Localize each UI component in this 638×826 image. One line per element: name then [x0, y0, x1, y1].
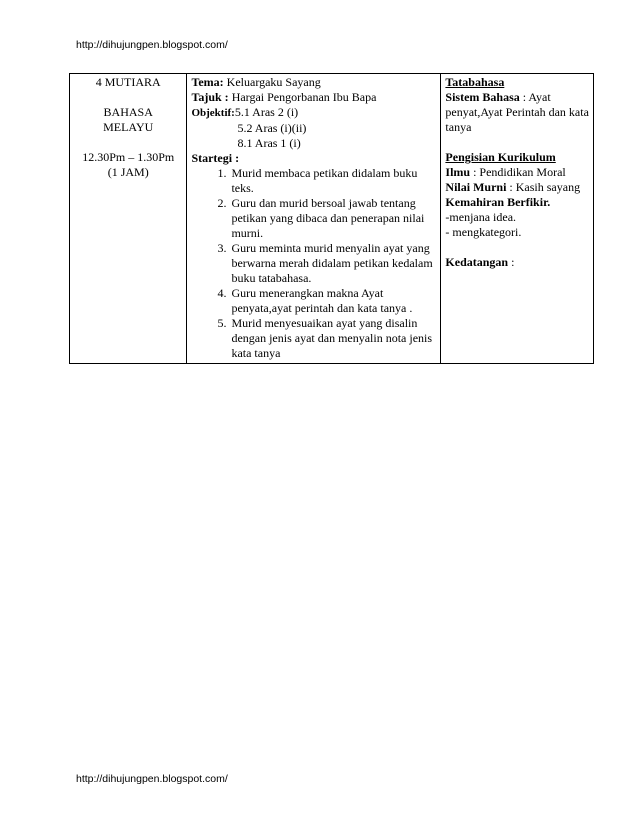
kedatangan-value: :: [508, 255, 515, 269]
lesson-row: [70, 74, 594, 364]
pengisian-kurikulum-heading: Pengisian Kurikulum: [445, 150, 556, 164]
kemahiran-item: -menjana idea.: [445, 210, 517, 224]
strategi-label: [191, 151, 436, 166]
ilmu-line: [445, 165, 589, 180]
kemahiran-item: - mengkategori.: [445, 225, 522, 239]
strategy-step: 4. Guru menerangkan makna Ayat penyata,ayat perintah dan kata tanya .: [229, 286, 436, 316]
strategi-label-text: Startegi :: [191, 151, 240, 165]
objektif-line: [191, 105, 436, 121]
lesson-duration: (1 JAM): [107, 165, 149, 179]
ilmu-value: : Pendidikan Moral: [470, 165, 566, 179]
tajuk-label: Tajuk :: [191, 90, 229, 104]
class-info-cell: [70, 74, 187, 364]
nilai-murni-line: [445, 180, 589, 195]
sistem-bahasa-value: : Ayat penyat,Ayat Perintah dan kata tanya: [445, 90, 589, 134]
kemahiran-berfikir-label: Kemahiran Berfikir.: [445, 195, 551, 209]
strategy-step: 2. Guru dan murid bersoal jawab tentang petikan yang dibaca dan penerapan nilai murni.: [229, 196, 436, 241]
subject-line-2: MELAYU: [103, 120, 154, 134]
footer-url: http://dihujungpen.blogspot.com/: [76, 773, 228, 785]
objektif-item-1: 5.1 Aras 2 (i): [234, 105, 299, 119]
ilmu-label: Ilmu: [445, 165, 471, 179]
strategy-step: 5. Murid menyesuaikan ayat yang disalin dengan jenis ayat dan menyalin nota jenis kata tanya: [229, 316, 436, 361]
tema-line: [191, 75, 436, 90]
tajuk-line: [191, 90, 436, 105]
kedatangan-label: Kedatangan: [445, 255, 509, 269]
tatabahasa-heading: Tatabahasa: [445, 75, 505, 89]
tajuk-value: Hargai Pengorbanan Ibu Bapa: [228, 90, 377, 104]
nilai-murni-label: Nilai Murni: [445, 180, 507, 194]
nilai-murni-value: : Kasih sayang: [506, 180, 581, 194]
strategy-steps-list: [191, 166, 436, 361]
sistem-bahasa-label: Sistem Bahasa: [445, 90, 520, 104]
subject-line-1: BAHASA: [103, 105, 153, 119]
objektif-item-3: 8.1 Aras 1 (i): [237, 136, 301, 150]
objektif-item-2: 5.2 Aras (i)(ii): [237, 121, 307, 135]
objektif-label: Objektif:: [191, 107, 235, 119]
lesson-time: 12.30Pm – 1.30Pm: [82, 150, 175, 164]
strategy-step: 3. Guru meminta murid menyalin ayat yang berwarna merah didalam petikan kedalam buku tatabahasa.: [229, 241, 436, 286]
lesson-plan-table: [69, 73, 594, 364]
sistem-bahasa-line: [445, 90, 589, 135]
header-url: http://dihujungpen.blogspot.com/: [76, 39, 228, 51]
tema-label: Tema:: [191, 75, 224, 89]
notes-cell: [441, 74, 594, 364]
kedatangan-line: [445, 255, 589, 270]
lesson-content-cell: [187, 74, 441, 364]
tema-value: Keluargaku Sayang: [223, 75, 321, 89]
strategy-step: 1. Murid membaca petikan didalam buku teks.: [229, 166, 436, 196]
class-name: 4 MUTIARA: [95, 75, 161, 89]
